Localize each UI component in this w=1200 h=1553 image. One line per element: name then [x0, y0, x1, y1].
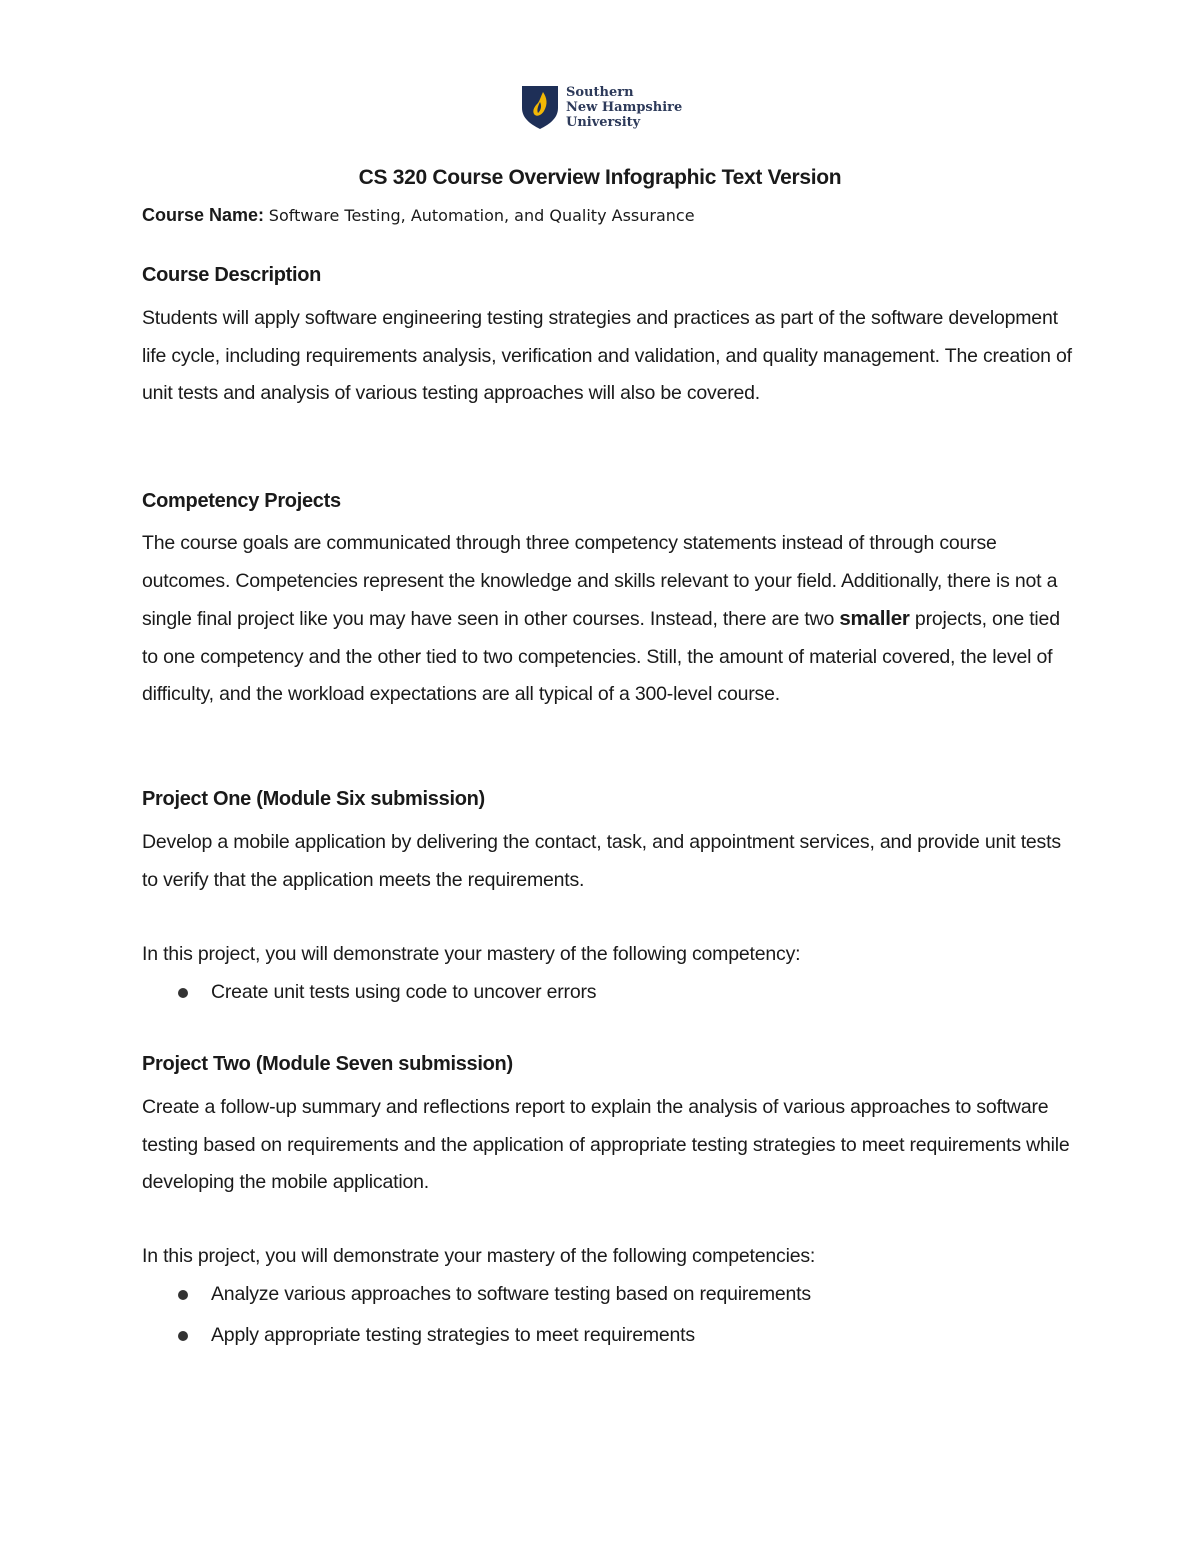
course-name-value: Software Testing, Automation, and Quality Assurance	[268, 206, 695, 225]
bullet-icon	[178, 988, 188, 998]
project-two-heading: Project Two (Module Seven submission)	[142, 1053, 513, 1075]
list-item	[178, 1283, 811, 1306]
logo-line-2: New Hampshire	[566, 100, 683, 115]
list-item	[178, 981, 596, 1004]
document-title: CS 320 Course Overview Infographic Text Version	[358, 166, 842, 189]
logo-line-1: Southern	[566, 85, 634, 100]
competency-text-emphasis: smaller	[839, 607, 910, 630]
university-logo	[520, 84, 682, 130]
competency-text-before: The course goals are communicated through three competency statements instead of through course outcomes. Competencies represent the knowledge and skills relevant to your field. Additionally, there is not a single final project like you may have seen in other courses. Instead, there are two	[142, 532, 1058, 630]
logo-line-3: University	[566, 115, 641, 130]
bullet-icon	[178, 1331, 188, 1341]
course-name-label: Course Name:	[142, 205, 265, 225]
course-name-line	[142, 205, 695, 226]
course-description-heading: Course Description	[142, 264, 322, 286]
competency-text-after: projects, one tied to one competency and the other tied to two competencies. Still, the amount of material covered, the level of difficulty, and the workload expectations are all typical of a 300-level course.	[142, 608, 1060, 705]
list-item-text: Analyze various approaches to software testing based on requirements	[211, 1283, 811, 1305]
project-one-intro: In this project, you will demonstrate your mastery of the following competency:	[142, 943, 801, 965]
shield-flame-icon	[520, 84, 560, 130]
project-one-heading: Project One (Module Six submission)	[142, 788, 485, 810]
list-item-text: Apply appropriate testing strategies to meet requirements	[211, 1324, 695, 1346]
logo-wordmark	[566, 85, 682, 130]
project-one-text: Develop a mobile application by delivering the contact, task, and appointment services, and provide unit tests to verify that the application meets the requirements.	[142, 831, 1061, 891]
project-two-text: Create a follow-up summary and reflections report to explain the analysis of various approaches to software testing based on requirements and the application of appropriate testing strategies to meet requirements while developing the mobile application.	[142, 1096, 1070, 1193]
project-two-intro: In this project, you will demonstrate your mastery of the following competencies:	[142, 1245, 816, 1267]
list-item-text: Create unit tests using code to uncover errors	[211, 981, 597, 1003]
course-description-text: Students will apply software engineering testing strategies and practices as part of the software development life cycle, including requirements analysis, verification and validation, and quality management. The creation of unit tests and analysis of various testing approaches will also be covered.	[142, 307, 1072, 404]
bullet-icon	[178, 1290, 188, 1300]
competency-projects-heading: Competency Projects	[142, 490, 341, 512]
list-item	[178, 1324, 695, 1347]
competency-projects-text	[142, 525, 1072, 714]
